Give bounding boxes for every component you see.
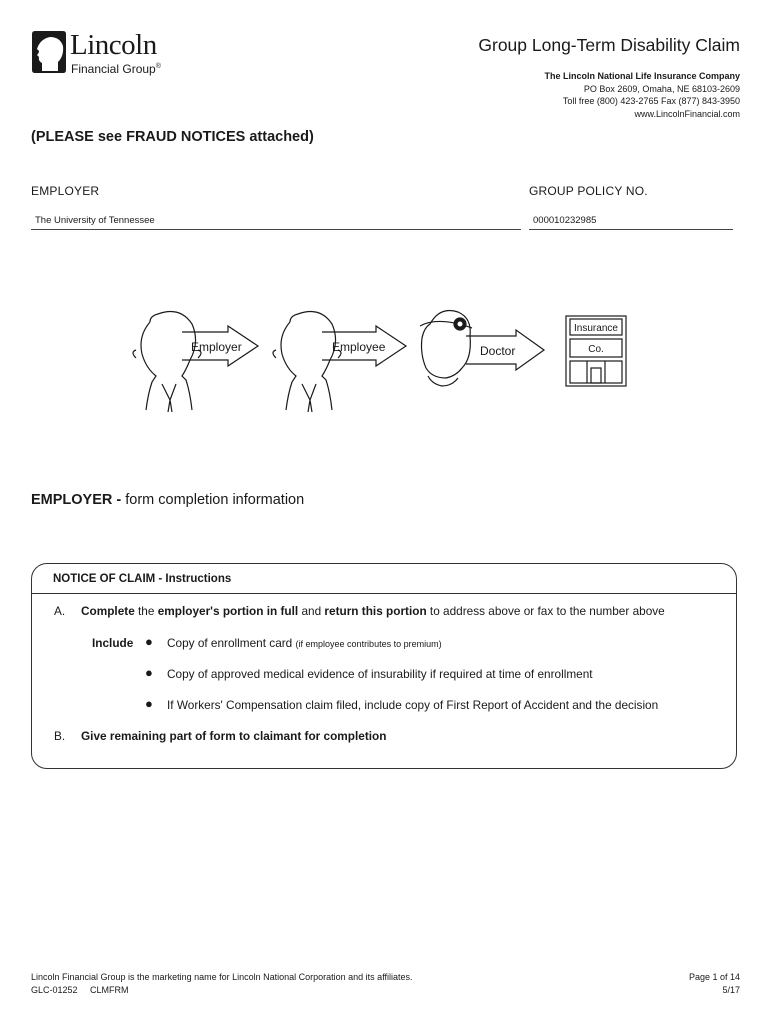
footer-disclaimer: Lincoln Financial Group is the marketing name for Lincoln National Corporation and its affiliates. (31, 972, 413, 982)
bullet-icon: ● (145, 634, 153, 649)
include-label: Include (92, 636, 134, 650)
employer-section-title: EMPLOYER - form completion information (31, 492, 305, 508)
form-date: 5/17 (722, 984, 740, 995)
policy-underline (529, 229, 733, 230)
company-phone: Toll free (800) 423-2765 Fax (877) 843-3950 (562, 96, 740, 106)
employee-arrow-label: Employee (332, 340, 386, 354)
company-website[interactable]: www.LincolnFinancial.com (634, 108, 740, 119)
bullet-icon: ● (145, 696, 153, 711)
logo-wordmark: Lincoln (70, 29, 157, 61)
footer-form-code: GLC-01252 CLMFRM (31, 984, 129, 995)
logo-subtitle: Financial Group® (71, 62, 161, 76)
doctor-arrow-label: Doctor (480, 344, 516, 358)
notice-divider (32, 593, 736, 594)
company-name: The Lincoln National Life Insurance Company (544, 71, 740, 81)
policy-number-field[interactable]: 000010232985 (533, 215, 597, 226)
footer-right (689, 971, 740, 996)
claim-flow-diagram (120, 302, 640, 432)
doctor-figure-icon (420, 311, 472, 387)
employee-figure-icon (273, 312, 341, 412)
instruction-b-text: Give remaining part of form to claimant for completion (81, 729, 387, 743)
instruction-a-letter: A. (54, 604, 66, 618)
insurance-label: Insurance (574, 323, 618, 334)
footer-left (31, 971, 413, 996)
notice-title: NOTICE OF CLAIM - Instructions (53, 573, 232, 585)
page-number: Page 1 of 14 (688, 972, 740, 982)
bullet-icon: ● (145, 665, 153, 680)
employer-underline (31, 229, 521, 230)
employer-figure-icon (133, 312, 201, 412)
notice-of-claim-box: NOTICE OF CLAIM - Instructions A. Complete the employer's portion in full and return this portion to address above or fax to the number above Include ● Copy of enrollment card (if employee contributes to premium) ● Copy of approved medical evidence of insurability if required at time of enrollment ● If Workers' Compensation claim filed, include copy of First Report of Accident and the decision B. Give remaining part of form to claimant for completion (31, 563, 737, 769)
employer-label: EMPLOYER (31, 184, 100, 198)
policy-label: GROUP POLICY NO. (529, 184, 648, 198)
employer-arrow-label: Employer (191, 340, 242, 354)
company-address: PO Box 2609, Omaha, NE 68103-2609 (583, 83, 740, 94)
lincoln-profile-icon (30, 30, 68, 74)
company-info (544, 70, 740, 120)
lincoln-logo (30, 30, 180, 76)
instruction-a-text: Complete the employer's portion in full and return this portion to address above or fax to the number above (81, 604, 665, 618)
insurance-co-label: Co. (588, 344, 604, 355)
employer-field[interactable]: The University of Tennessee (35, 215, 155, 226)
instruction-b-letter: B. (54, 729, 66, 743)
fraud-notice: (PLEASE see FRAUD NOTICES attached) (31, 129, 314, 145)
form-title: Group Long-Term Disability Claim (478, 35, 740, 55)
